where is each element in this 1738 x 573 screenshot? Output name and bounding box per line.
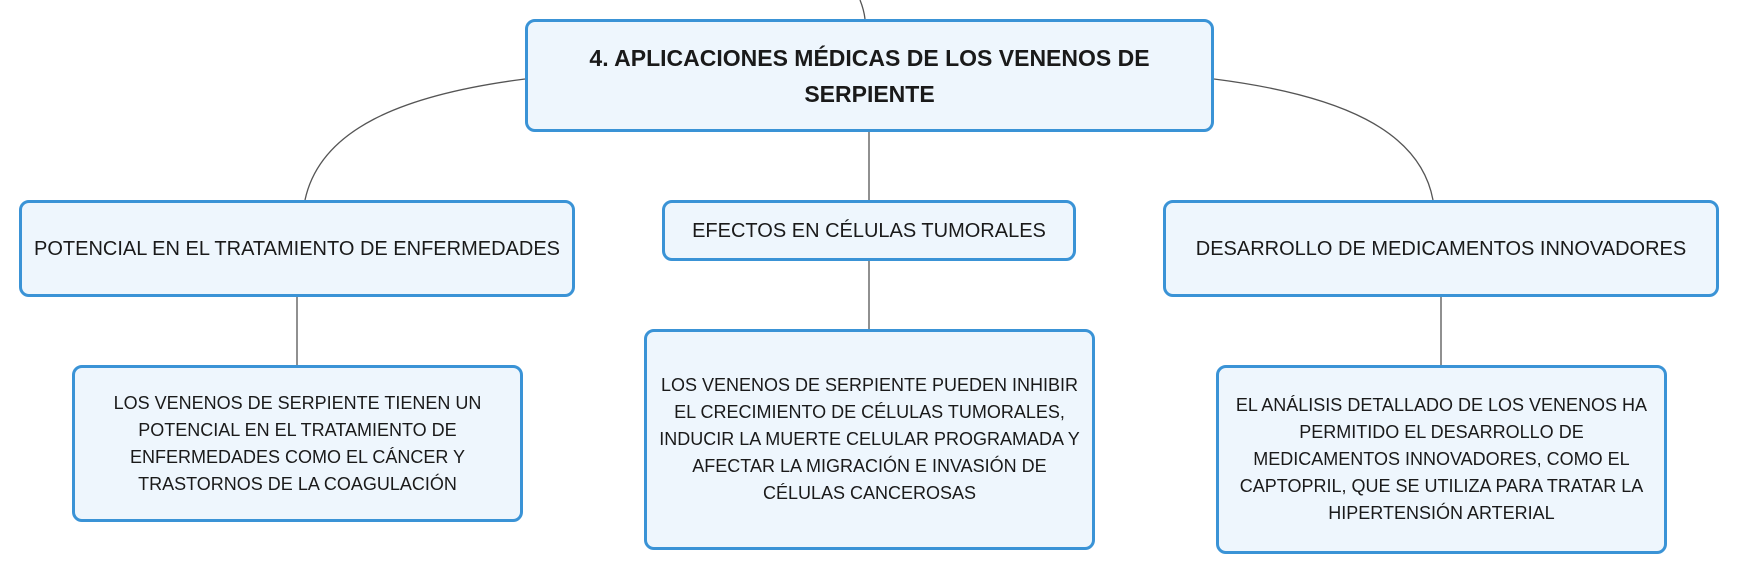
branch-node-tumor-cell-effects[interactable] (662, 200, 1076, 261)
detail-node-tumor-cell-effects[interactable] (644, 329, 1095, 550)
branch-node-innovative-drugs[interactable] (1163, 200, 1719, 297)
detail-text: LOS VENENOS DE SERPIENTE TIENEN UN POTENCIAL EN EL TRATAMIENTO DE ENFERMEDADES COMO EL CÁNCER Y TRASTORNOS DE LA COAGULACIÓN (113, 392, 482, 494)
branch-node-treatment-potential[interactable] (19, 200, 575, 297)
detail-node-innovative-drugs[interactable] (1216, 365, 1667, 554)
root-topic-title: 4. APLICACIONES MÉDICAS DE LOS VENENOS DE SERPIENTE (589, 44, 1150, 107)
connector-root-to-right-branch (1214, 79, 1433, 200)
branch-label: POTENCIAL EN EL TRATAMIENTO DE ENFERMEDADES (33, 237, 560, 260)
detail-node-treatment-potential[interactable] (72, 365, 523, 522)
branch-label: EFECTOS EN CÉLULAS TUMORALES (692, 219, 1046, 242)
branch-label: DESARROLLO DE MEDICAMENTOS INNOVADORES (1195, 237, 1687, 260)
connector-parent-to-root (860, 0, 865, 19)
root-topic-node[interactable] (525, 19, 1214, 132)
detail-text: LOS VENENOS DE SERPIENTE PUEDEN INHIBIR EL CRECIMIENTO DE CÉLULAS TUMORALES, INDUCIR LA MUERTE CELULAR PROGRAMADA Y AFECTAR LA MIGRACIÓN E INVASIÓN DE CÉLULAS CANCEROSAS (659, 375, 1080, 503)
detail-text: EL ANÁLISIS DETALLADO DE LOS VENENOS HA PERMITIDO EL DESARROLLO DE MEDICAMENTOS INNOVADORES, COMO EL CAPTOPRIL, QUE SE UTILIZA PARA TRATAR LA HIPERTENSIÓN ARTERIAL (1235, 395, 1648, 523)
connector-root-to-left-branch (305, 79, 525, 200)
